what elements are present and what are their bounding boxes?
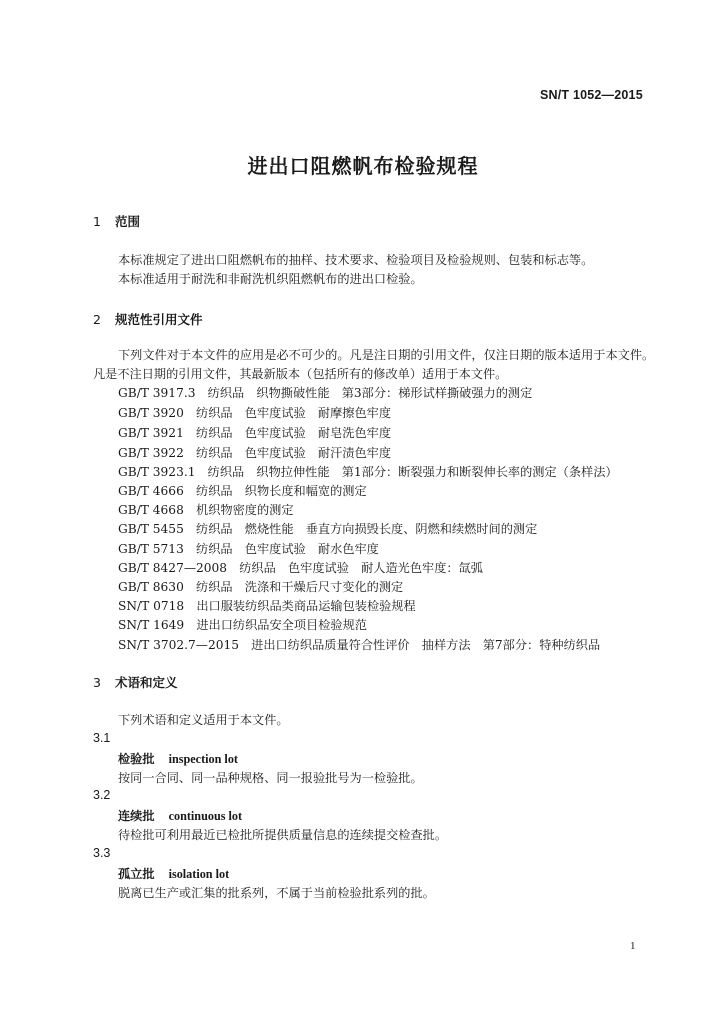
section-number: 3 bbox=[93, 675, 101, 690]
term-definition: 待检批可利用最近已检批所提供质量信息的连续提交检查批。 bbox=[118, 828, 448, 842]
term-number: 3.3 bbox=[93, 846, 111, 860]
term-name-zh: 检验批 bbox=[118, 752, 155, 766]
standard-code: SN/T 1052—2015 bbox=[540, 88, 643, 102]
reference-item: GB/T 3923.1 纺织品 织物拉伸性能 第1部分：断裂强力和断裂伸长率的测定（条样法） bbox=[118, 465, 618, 479]
term-name-en: isolation lot bbox=[168, 867, 230, 881]
document-title: 进出口阻燃帆布检验规程 bbox=[247, 154, 479, 178]
term-name-en: continuous lot bbox=[168, 809, 243, 823]
reference-item: SN/T 3702.7—2015 进出口纺织品质量符合性评价 抽样方法 第7部分：特种纺织品 bbox=[118, 638, 601, 652]
term-name bbox=[118, 750, 238, 767]
term-definition: 按同一合同、同一品种规格、同一报验批号为一检验批。 bbox=[118, 771, 423, 785]
term-name bbox=[118, 865, 229, 882]
section-title: 术语和定义 bbox=[115, 675, 178, 690]
page-number: 1 bbox=[630, 940, 636, 952]
paragraph: 本标准规定了进出口阻燃帆布的抽样、技术要求、检验项目及检验规则、包装和标志等。 bbox=[118, 253, 594, 267]
reference-item: GB/T 8630 纺织品 洗涤和干燥后尺寸变化的测定 bbox=[118, 580, 404, 594]
paragraph: 下列术语和定义适用于本文件。 bbox=[118, 713, 289, 727]
paragraph: 下列文件对于本文件的应用是必不可少的。凡是注日期的引用文件，仅注日期的版本适用于本文件。凡是不注日期的引用文件，其最新版本（包括所有的修改单）适用于本文件。 bbox=[93, 348, 655, 381]
section-3-heading bbox=[93, 673, 178, 691]
reference-item: SN/T 1649 进出口纺织品安全项目检验规范 bbox=[118, 618, 367, 632]
section-number: 2 bbox=[93, 312, 101, 327]
term-number: 3.2 bbox=[93, 788, 111, 802]
term-definition: 脱离已生产或汇集的批系列，不属于当前检验批系列的批。 bbox=[118, 886, 435, 900]
section-2-heading bbox=[93, 310, 203, 328]
term-name-zh: 孤立批 bbox=[118, 867, 155, 881]
term-number: 3.1 bbox=[93, 731, 111, 745]
reference-item: GB/T 3917.3 纺织品 织物撕破性能 第3部分：梯形试样撕破强力的测定 bbox=[118, 386, 533, 400]
reference-item: GB/T 4666 纺织品 织物长度和幅宽的测定 bbox=[118, 484, 367, 498]
reference-item: GB/T 4668 机织物密度的测定 bbox=[118, 503, 294, 517]
reference-item: GB/T 3922 纺织品 色牢度试验 耐汗渍色牢度 bbox=[118, 446, 392, 460]
section-number: 1 bbox=[93, 214, 101, 229]
reference-item: GB/T 3920 纺织品 色牢度试验 耐摩擦色牢度 bbox=[118, 406, 392, 420]
reference-item: SN/T 0718 出口服装纺织品类商品运输包装检验规程 bbox=[118, 599, 416, 613]
section-1-heading bbox=[93, 212, 140, 230]
reference-item: GB/T 8427—2008 纺织品 色牢度试验 耐人造光色牢度：氙弧 bbox=[118, 561, 483, 575]
term-name bbox=[118, 807, 242, 824]
reference-item: GB/T 5455 纺织品 燃烧性能 垂直方向损毁长度、阴燃和续燃时间的测定 bbox=[118, 522, 538, 536]
paragraph: 本标准适用于耐洗和非耐洗机织阻燃帆布的进出口检验。 bbox=[118, 272, 423, 286]
reference-item: GB/T 5713 纺织品 色牢度试验 耐水色牢度 bbox=[118, 542, 379, 556]
section-title: 范围 bbox=[115, 214, 141, 229]
section-title: 规范性引用文件 bbox=[115, 312, 203, 327]
term-name-zh: 连续批 bbox=[118, 809, 155, 823]
reference-item: GB/T 3921 纺织品 色牢度试验 耐皂洗色牢度 bbox=[118, 426, 392, 440]
term-name-en: inspection lot bbox=[168, 752, 238, 766]
